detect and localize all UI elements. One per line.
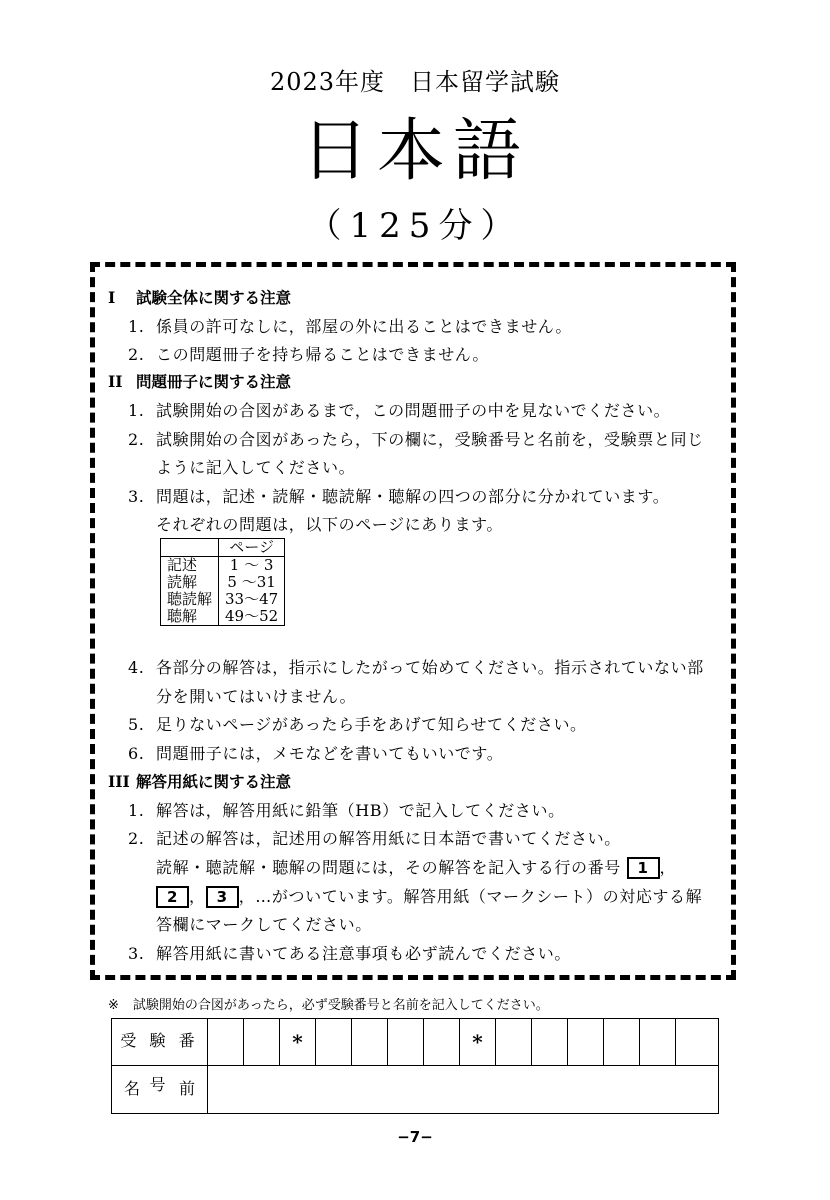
subject-title: 日本語 (300, 112, 529, 191)
table-row (161, 608, 285, 626)
footnote (108, 994, 549, 1013)
item-text: ，…がついています。解答用紙（マークシート）の対応する解 (238, 887, 703, 906)
item-number: 2. (128, 829, 145, 848)
section-3-heading (108, 770, 291, 792)
section-name: 読解 (161, 574, 219, 591)
exam-number-digit-2[interactable] (244, 1019, 280, 1065)
section-3-item-2-line-4: 答欄にマークしてください。 (156, 915, 372, 934)
section-name: 聴解 (161, 608, 219, 626)
exam-number-digit-11[interactable] (640, 1019, 676, 1065)
section-1-number: I (108, 288, 116, 307)
section-1-item-2 (128, 342, 489, 365)
item-text: 各部分の解答は，指示にしたがって始めてください。指示されていない部 (156, 658, 704, 677)
section-3-item-2 (128, 826, 621, 849)
item-text: 試験開始の合図があったら，下の欄に，受験番号と名前を，受験票と同じ (156, 430, 704, 449)
section-2-item-1 (128, 398, 670, 421)
name-label-char-2: 前 (178, 1079, 195, 1098)
item-number: 1. (128, 401, 145, 420)
item-text: 問題は，記述・読解・聴読解・聴解の四つの部分に分かれています。 (156, 487, 670, 506)
page-range: 49～52 (225, 607, 279, 625)
section-2-number: II (108, 372, 123, 391)
page-table-header-row (161, 539, 285, 557)
table-row (161, 591, 285, 608)
exam-number-digit-7[interactable] (496, 1019, 532, 1065)
exam-number-digit-1[interactable] (208, 1019, 244, 1065)
exam-number-separator-2: * (460, 1019, 496, 1065)
item-text: 係員の許可なしに，部屋の外に出ることはできません。 (156, 317, 572, 336)
name-label-char-1: 名 (124, 1079, 141, 1098)
item-number: 4. (128, 658, 145, 677)
item-text: 足りないページがあったら手をあげて知らせてください。 (156, 715, 587, 734)
section-2-item-5 (128, 712, 587, 735)
section-3-title: 解答用紙に関する注意 (136, 773, 292, 791)
exam-number-digit-3[interactable] (316, 1019, 352, 1065)
exam-number-separator-1: * (280, 1019, 316, 1065)
section-2-item-4 (128, 655, 704, 678)
exam-year-title: 2023年度 日本留学試験 (269, 68, 561, 96)
duration-label: （125分） (307, 206, 523, 246)
item-number: 1. (128, 801, 145, 820)
section-2-heading (108, 370, 291, 392)
item-number: 3. (128, 944, 145, 963)
item-text: 試験開始の合図があるまで，この問題冊子の中を見ないでください。 (156, 401, 671, 420)
page-range: 33～47 (225, 590, 279, 608)
exam-number-digit-9[interactable] (568, 1019, 604, 1065)
comma: ， (189, 887, 206, 906)
section-3-number: III (108, 772, 130, 791)
section-2-title: 問題冊子に関する注意 (136, 373, 292, 391)
item-text: 解答は，解答用紙に鉛筆（HB）で記入してください。 (156, 801, 565, 820)
exam-number-digit-12[interactable] (676, 1019, 717, 1065)
item-number: 1. (128, 317, 145, 336)
section-2-item-3-line-2: それぞれの問題は，以下のページにあります。 (156, 515, 504, 534)
exam-number-label: 受 験 番 号 (112, 1019, 208, 1065)
row-number-box-2: 2 (156, 886, 189, 908)
section-3-item-1 (128, 798, 565, 821)
exam-number-digit-5[interactable] (388, 1019, 424, 1065)
comma: ， (659, 858, 677, 877)
page-number: −7− (397, 1128, 433, 1146)
page-range: 1 ～ 3 (229, 556, 274, 574)
section-3-item-2-line-3 (156, 884, 702, 908)
section-2-item-6 (128, 741, 503, 764)
exam-id-form (111, 1018, 719, 1114)
item-number: 3. (128, 487, 145, 506)
item-text: 問題冊子には，メモなどを書いてもいいです。 (156, 744, 504, 763)
exam-number-digit-8[interactable] (532, 1019, 568, 1065)
page-table-header: ページ (219, 539, 285, 557)
row-number-box-3: 3 (206, 886, 239, 908)
item-number: 2. (128, 345, 145, 364)
section-3-item-3 (128, 941, 571, 964)
section-1-title: 試験全体に関する注意 (136, 289, 292, 307)
section-1-heading (108, 286, 291, 308)
section-2-item-3 (128, 484, 669, 507)
section-name: 聴読解 (161, 591, 219, 608)
table-row (161, 557, 285, 575)
page-table-header-blank (161, 539, 219, 557)
item-text: 読解・聴読解・聴解の問題には，その解答を記入する行の番号 (156, 858, 621, 877)
item-text: この問題冊子を持ち帰ることはできません。 (156, 345, 489, 364)
section-name: 記述 (161, 557, 219, 575)
section-2-item-2 (128, 427, 704, 450)
item-number: 6. (128, 744, 145, 763)
exam-number-digit-4[interactable] (352, 1019, 388, 1065)
page-range: 5 ～31 (227, 573, 276, 591)
footnote-text: 試験開始の合図があったら，必ず受験番号と名前を記入してください。 (132, 998, 549, 1013)
section-2-item-4-line-2: 分を開いてはいけません。 (156, 687, 357, 706)
item-text: 解答用紙に書いてある注意事項も必ず読んでください。 (156, 944, 572, 963)
item-number: 2. (128, 430, 145, 449)
exam-number-digit-10[interactable] (604, 1019, 640, 1065)
section-1-item-1 (128, 314, 572, 337)
name-field[interactable] (208, 1066, 718, 1113)
section-2-item-2-line-2: ように記入してください。 (156, 458, 356, 477)
footnote-mark: ※ (108, 998, 119, 1013)
page-reference-table (160, 538, 285, 626)
row-number-box-1: 1 (627, 857, 660, 879)
item-text: 記述の解答は，記述用の解答用紙に日本語で書いてください。 (156, 829, 621, 848)
name-label (112, 1065, 208, 1113)
table-row (161, 574, 285, 591)
exam-number-digit-6[interactable] (424, 1019, 460, 1065)
item-number: 5. (128, 715, 145, 734)
section-3-item-2-line-2 (156, 855, 676, 879)
